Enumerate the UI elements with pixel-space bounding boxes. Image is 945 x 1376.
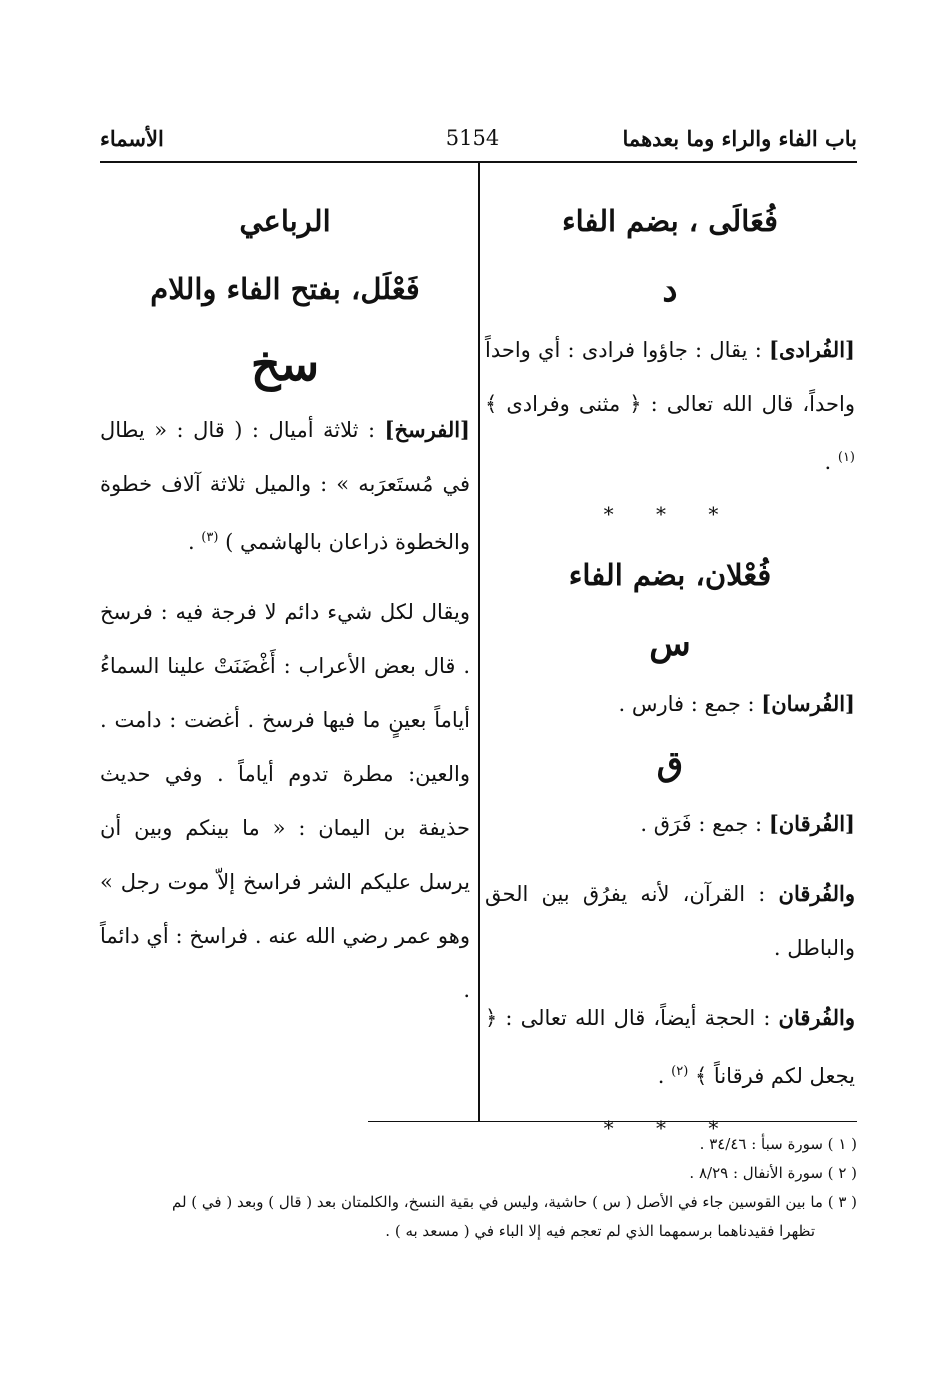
footnote-2: ( ٢ ) سورة الأنفال : ٨/٢٩ . [689, 1164, 857, 1182]
entry: [الفُرادى] : يقال : جاؤوا فرادى : أي واحداً واحداً، قال الله تعالى : ﴿ مثنى وفرادى ﴾ $^{(١)}$ . [485, 337, 855, 474]
section-heading: فُعَالَى ، بضم الفاء [562, 204, 778, 238]
separator-stars: * * * [603, 1116, 737, 1140]
entry-text: : ثلاثة أميال : ( قال : « يطال في مُستَعرَبه » : والميل ثلاثة آلاف خطوة والخطوة ذراعان بالهاشمي ) [100, 418, 470, 554]
entry: [الفرسخ] : ثلاثة أميال : ( قال : « يطال في مُستَعرَبه » : والميل ثلاثة آلاف خطوة والخطوة ذراعان بالهاشمي ) $^{(٣)}$ . [100, 417, 470, 554]
entry-term: [الفرسخ] [384, 417, 470, 442]
root-letter: ق [656, 744, 684, 784]
entry-term: والفُرقان [778, 1005, 855, 1030]
footnote-ref: (١) [837, 450, 855, 465]
entry-term: [الفُرسان] [761, 691, 855, 716]
footnote-3-continuation: تظهرا فقيدناهما برسمهما الذي لم تعجم فيه إلا الباء في ( مسعد به ) . [385, 1222, 815, 1240]
right-column [485, 185, 855, 1153]
spacer [485, 975, 855, 991]
entry: ويقال لكل شيء دائم لا فرجة فيه : فرسخ . قال بعض الأعراب : أَغْضَنَتْ علينا السماءُ أياماً بعينٍ ما فيها فرسخ . أغضت : دامت . والعين: مطرة تدوم أياماً . وفي حديث حذيفة بن اليمان : « ما بينكم وبين أن يرسل عليكم الشر فراسخ إلاّ موت رجل » وهو عمر رضي الله عنه . فراسخ : أي دائماً . [100, 600, 470, 1002]
entry: والفُرقان : الحجة أيضاً، قال الله تعالى : ﴿ يجعل لكم فرقاناً ﴾ $^{(٢)}$ . [485, 1005, 855, 1088]
left-column [100, 185, 470, 1017]
page-number: 5154 [445, 126, 500, 150]
running-header-right: باب الفاء والراء وما بعدهما [622, 126, 857, 151]
entry [485, 677, 855, 731]
entry-term: [الفُرقان] [768, 811, 855, 836]
footnotes [100, 1130, 857, 1246]
root-letter: د [662, 270, 678, 310]
section-heading: الرباعي [239, 204, 331, 238]
entry-text: : يقال : جاؤوا فرادى : أي واحداً واحداً، قال الله تعالى : ﴿ مثنى وفرادى ﴾ [485, 338, 855, 416]
entry-text: : الحجة أيضاً، قال الله تعالى : ﴿ يجعل لكم فرقاناً ﴾ [485, 1006, 855, 1088]
entry-text: : جمع : فَرَق . [640, 812, 763, 836]
spacer [100, 569, 470, 585]
entry-text: : القرآن، لأنه يفرُق بين الحق والباطل . [485, 882, 855, 960]
spacer [485, 851, 855, 867]
separator-stars: * * * [603, 502, 737, 526]
root-letter: سخ [250, 337, 320, 391]
footnote-rule [368, 1121, 857, 1122]
entry [485, 797, 855, 851]
entry-text: : جمع : فارس . [618, 692, 755, 716]
entry-term: والفُرقان [778, 881, 855, 906]
running-header-left: الأسماء [100, 126, 164, 151]
footnote-1: ( ١ ) سورة سبأ : ٣٤/٤٦ . [699, 1135, 857, 1153]
footnote-ref: (٢) [671, 1064, 689, 1079]
section-heading: فَعْلَل، بفتح الفاء واللام [150, 272, 420, 306]
footnote-3: ( ٣ ) ما بين القوسين جاء في الأصل ( س ) حاشية، وليس في بقية النسخ، والكلمتان بعد ( قال ) وبعد ( في ) لم [171, 1193, 857, 1211]
root-letter: س [649, 624, 691, 664]
section-heading: فُعْلان، بضم الفاء [568, 558, 772, 592]
column-divider [478, 161, 480, 1122]
entry-term: [الفُرادى] [769, 337, 855, 362]
footnote-ref: (٣) [201, 530, 219, 545]
entry [485, 867, 855, 975]
